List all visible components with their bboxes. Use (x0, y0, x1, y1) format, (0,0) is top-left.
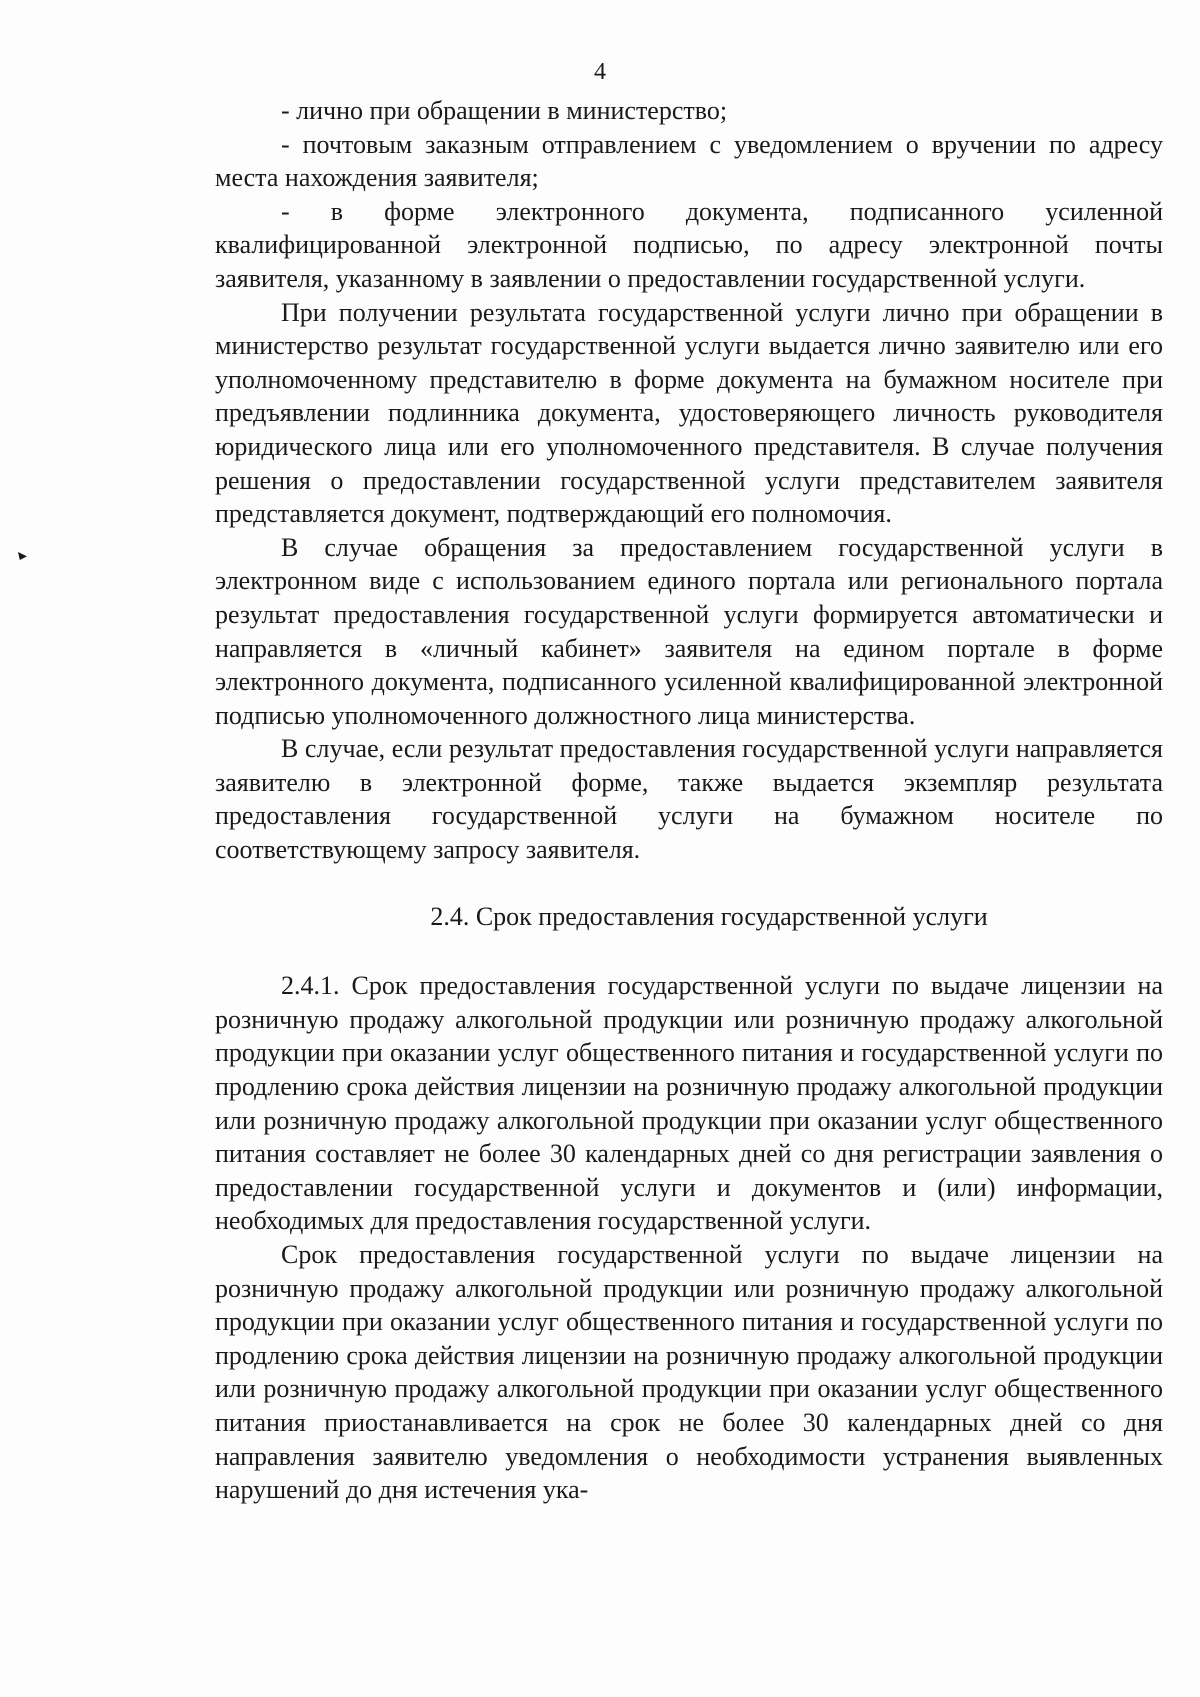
paragraph-in-person-receipt: При получении результата государственной услуги лично при обращении в министерство результат государственной услуги выдается лично заявителю или его уполномоченному представителю в форме документа на бумажном носителе при предъявлении подлинника документа, удостоверяющего личность руководителя юридического лица или его уполномоченного представителя. В случае получения решения о предоставлении государственной услуги представителем заявителя представляется документ, подтверждающий его полномочия. (215, 297, 1163, 529)
list-item-in-person: - лично при обращении в министерство; (281, 96, 728, 125)
paragraph-2-4-1: 2.4.1. Срок предоставления государственной услуги по выдаче лицензии на розничную продажу алкогольной продукции или розничную продажу алкогольной продукции при оказании услуг общественного питания и государственной услуги по продлению срока действия лицензии на розничную продажу алкогольной продукции или розничную продажу алкогольной продукции при оказании услуг общественного питания составляет не более 30 календарных дней со дня регистрации заявления о предоставлении государственной услуги и документов и (или) информации, необходимых для предоставления государственной услуги. (215, 971, 1163, 1236)
paragraph-suspension-term: Срок предоставления государственной услуги по выдаче лицензии на розничную продажу алкогольной продукции или розничную продажу алкогольной продукции при оказании услуг общественного питания и государственной услуги по продлению срока действия лицензии на розничную продажу алкогольной продукции или розничную продажу алкогольной продукции при оказании услуг общественного питания приостанавливается на срок не более 30 календарных дней со дня направления заявителю уведомления о необходимости устранения выявленных нарушений до дня истечения ука- (215, 1240, 1163, 1505)
document-body (215, 94, 1163, 1507)
section-heading: 2.4. Срок предоставления государственной услуги (430, 901, 988, 931)
paragraph-electronic-request: В случае обращения за предоставлением государственной услуги в электронном виде с использованием единого портала или регионального портала результат предоставления государственной услуги формируется автоматически и направляется в «личный кабинет» заявителя на едином портале в форме электронного документа, подписанного усиленной квалифицированной электронной подписью уполномоченного должностного лица министерства. (215, 532, 1163, 730)
list-item-registered-mail: - почтовым заказным отправлением с уведомлением о вручении по адресу места нахождения заявителя; (215, 129, 1163, 193)
list-item-electronic-document: - в форме электронного документа, подписанного усиленной квалифицированной электронной подписью, по адресу электронной почты заявителя, указанному в заявлении о предоставлении государственной услуги. (215, 196, 1163, 293)
page-number: 4 (594, 59, 606, 85)
scan-artifact-mark (18, 552, 27, 560)
paragraph-paper-copy: В случае, если результат предоставления государственной услуги направляется заявителю в электронной форме, также выдается экземпляр результата предоставления государственной услуги на бумажном носителе по соответствующему запросу заявителя. (215, 734, 1163, 865)
